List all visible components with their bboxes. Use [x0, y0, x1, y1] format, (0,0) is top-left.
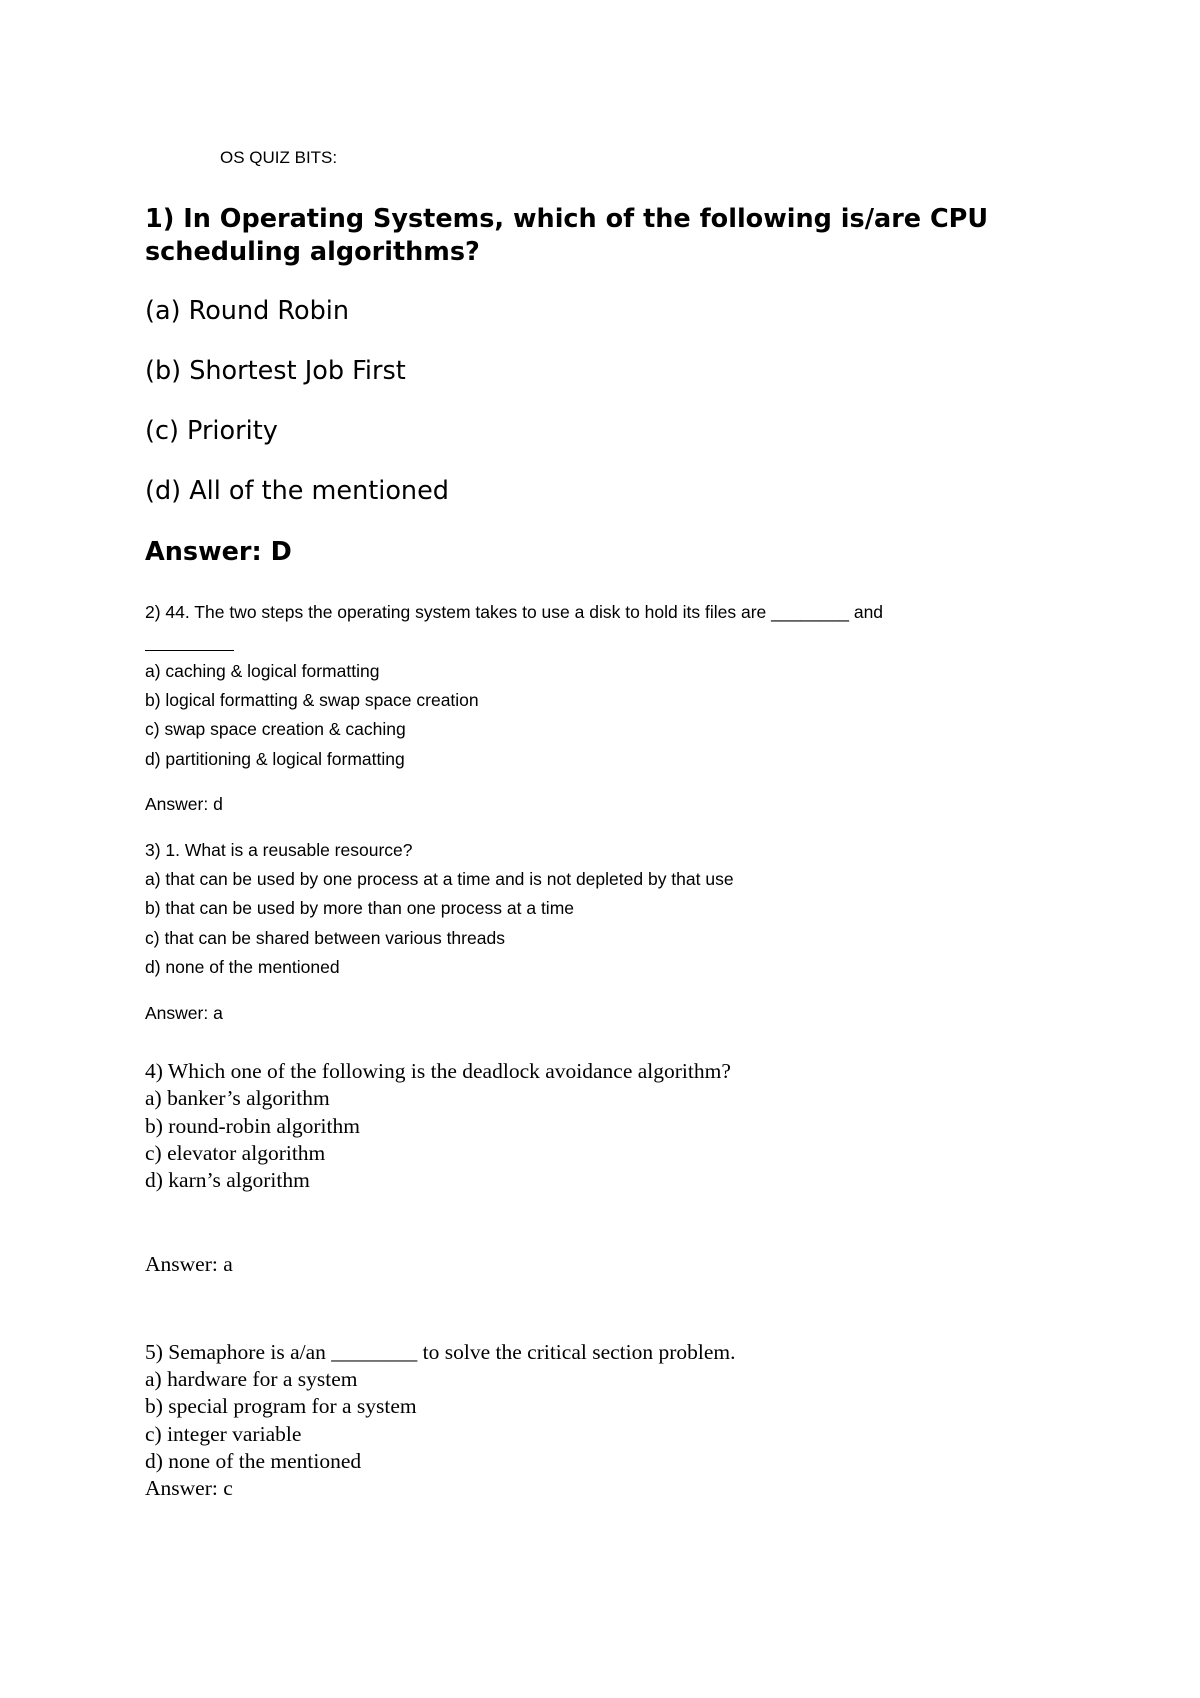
question-3-answer: Answer: a — [145, 1003, 223, 1023]
question-3-text: 3) 1. What is a reusable resource? — [145, 840, 413, 860]
question-2-option-d: d) partitioning & logical formatting — [145, 749, 405, 769]
question-1-text: 1) In Operating Systems, which of the following is/are CPU scheduling algorithms? — [145, 204, 989, 267]
question-2-option-a: a) caching & logical formatting — [145, 661, 380, 681]
question-2-option-b: b) logical formatting & swap space creation — [145, 690, 479, 710]
question-1-answer: Answer: D — [145, 537, 292, 567]
question-1-option-b: (b) Shortest Job First — [145, 356, 406, 386]
question-5-option-d: d) none of the mentioned — [145, 1449, 362, 1473]
question-2-blank-line — [145, 650, 234, 651]
question-2-blank — [145, 630, 233, 651]
question-4-text: 4) Which one of the following is the deadlock avoidance algorithm? — [145, 1059, 731, 1083]
question-2-option-c: c) swap space creation & caching — [145, 719, 406, 739]
question-5-option-a: a) hardware for a system — [145, 1367, 358, 1391]
question-3-option-d: d) none of the mentioned — [145, 957, 340, 977]
question-4-option-a: a) banker’s algorithm — [145, 1086, 330, 1110]
question-5-text: 5) Semaphore is a/an ________ to solve the critical section problem. — [145, 1340, 736, 1364]
question-4-option-c: c) elevator algorithm — [145, 1141, 326, 1165]
question-5-answer: Answer: c — [145, 1476, 233, 1500]
question-3-option-a: a) that can be used by one process at a time and is not depleted by that use — [145, 869, 734, 889]
question-3-option-b: b) that can be used by more than one process at a time — [145, 898, 574, 918]
question-4-option-d: d) karn’s algorithm — [145, 1168, 310, 1192]
question-4-option-b: b) round-robin algorithm — [145, 1114, 360, 1138]
question-1-option-c: (c) Priority — [145, 416, 278, 446]
question-3-option-c: c) that can be shared between various threads — [145, 928, 505, 948]
question-1-option-a: (a) Round Robin — [145, 296, 350, 326]
question-2-text: 2) 44. The two steps the operating system takes to use a disk to hold its files are ________ and — [145, 602, 884, 622]
document-title: OS QUIZ BITS: — [220, 148, 338, 167]
question-1-option-d: (d) All of the mentioned — [145, 476, 449, 506]
question-4-answer: Answer: a — [145, 1252, 233, 1276]
question-2-answer: Answer: d — [145, 794, 223, 814]
question-5-option-c: c) integer variable — [145, 1422, 302, 1446]
question-5-option-b: b) special program for a system — [145, 1394, 417, 1418]
